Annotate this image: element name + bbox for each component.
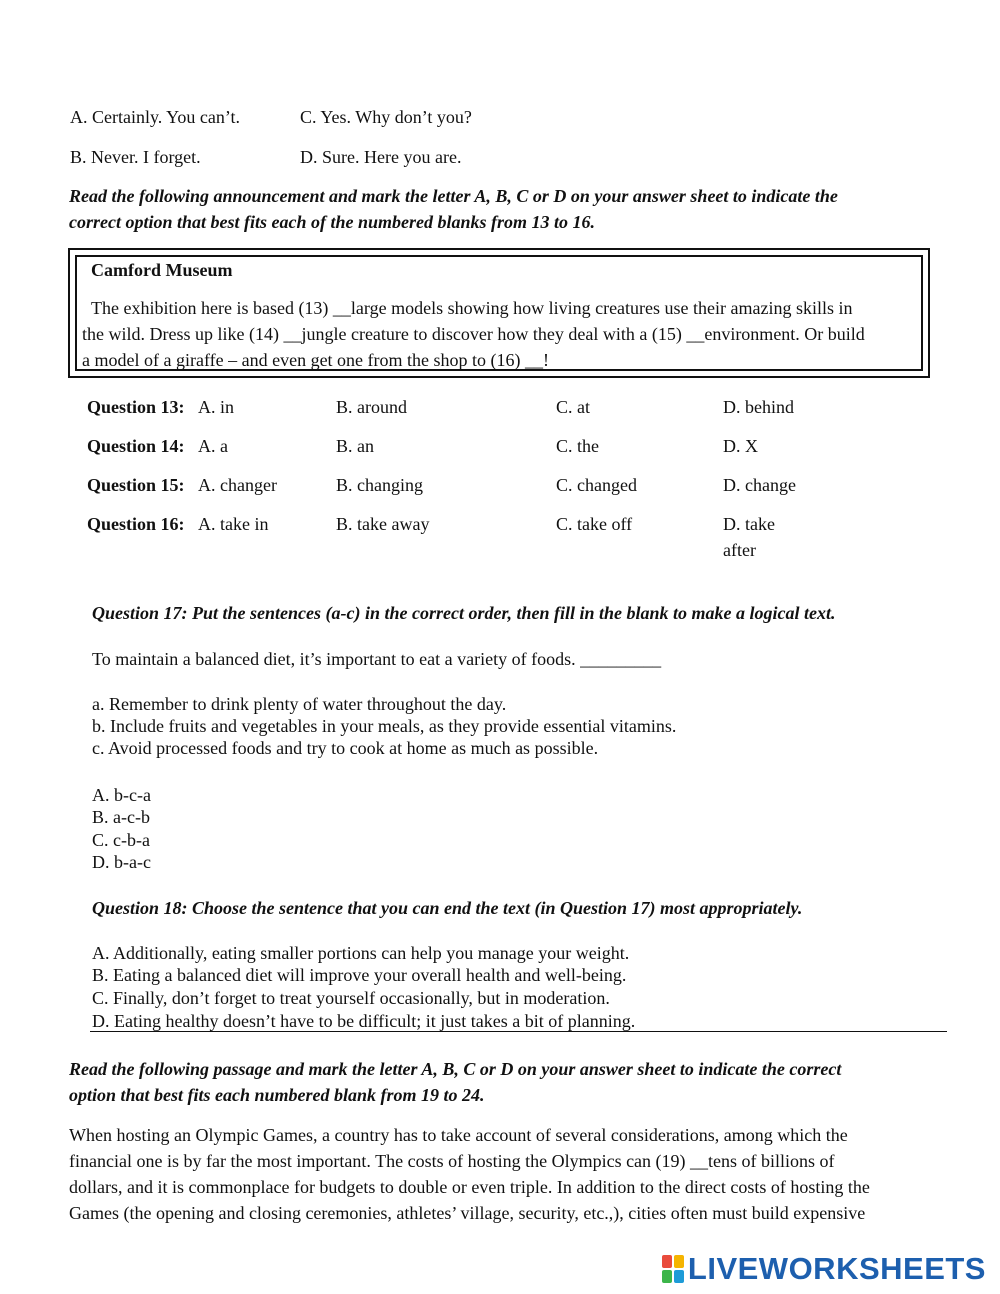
logo-square [662, 1255, 672, 1268]
announcement-text: a model of a giraffe – and even get one from the shop to (16) __! [82, 350, 550, 370]
question-label: Question 13: [87, 397, 185, 417]
option-d[interactable]: D. change [723, 475, 796, 495]
passage-line: financial one is by far the most important. The costs of hosting the Olympics can (19) __tens of billions of [69, 1151, 835, 1171]
question-label: Question 14: [87, 436, 185, 456]
question-row [87, 433, 987, 459]
passage-line: When hosting an Olympic Games, a country has to take account of several considerations, among which the [69, 1125, 848, 1145]
option-d[interactable]: D. Eating healthy doesn’t have to be difficult; it just takes a bit of planning. [92, 1011, 636, 1031]
passage-line: Games (the opening and closing ceremonies, athletes’ village, security, etc.,), cities often must build expensive [69, 1203, 866, 1223]
logo-text: LIVEWORKSHEETS [687, 1250, 986, 1286]
option-b[interactable]: B. take away [336, 514, 430, 534]
questions-13-16 [87, 0, 987, 600]
instruction-line: Read the following passage and mark the letter A, B, C or D on your answer sheet to indicate the correct [69, 1059, 842, 1079]
divider [90, 1031, 947, 1032]
announcement-title: Camford Museum [91, 260, 233, 280]
option-a[interactable]: A. b-c-a [92, 785, 151, 805]
option-d[interactable]: D. b-a-c [92, 852, 151, 872]
question-18-prompt: Question 18: Choose the sentence that you can end the text (in Question 17) most appropriately. [92, 898, 803, 918]
option-d[interactable]: D. behind [723, 397, 794, 417]
option-d-continued: after [723, 540, 756, 560]
sentence-item: a. Remember to drink plenty of water throughout the day. [92, 694, 507, 714]
option-d[interactable]: D. Sure. Here you are. [300, 147, 462, 167]
option-b[interactable]: B. an [336, 436, 374, 456]
option-c[interactable]: C. c-b-a [92, 830, 150, 850]
option-a[interactable]: A. changer [198, 475, 277, 495]
logo-icon [662, 1255, 684, 1283]
option-c[interactable]: C. Finally, don’t forget to treat yourself occasionally, but in moderation. [92, 988, 610, 1008]
instruction-line: Read the following announcement and mark the letter A, B, C or D on your answer sheet to indicate the [69, 186, 838, 206]
option-b[interactable]: B. a-c-b [92, 807, 150, 827]
option-d[interactable]: D. take [723, 514, 775, 534]
option-c[interactable]: C. at [556, 397, 590, 417]
announcement-text: the wild. Dress up like (14) __jungle creature to discover how they deal with a (15) __environment. Or build [82, 324, 865, 344]
logo-square [674, 1255, 684, 1268]
option-d[interactable]: D. X [723, 436, 758, 456]
question-17-prompt: Question 17: Put the sentences (a-c) in the correct order, then fill in the blank to make a logical text. [92, 603, 836, 623]
option-b[interactable]: B. Never. I forget. [70, 147, 201, 167]
option-a[interactable]: A. a [198, 436, 228, 456]
option-b[interactable]: B. changing [336, 475, 423, 495]
option-c[interactable]: C. Yes. Why don’t you? [300, 107, 472, 127]
question-17-lead: To maintain a balanced diet, it’s important to eat a variety of foods. _________ [92, 649, 662, 669]
passage-line: dollars, and it is commonplace for budgets to double or even triple. In addition to the direct costs of hosting the [69, 1177, 870, 1197]
question-row [87, 394, 987, 420]
announcement-text: The exhibition here is based (13) __large models showing how living creatures use their amazing skills in [91, 298, 853, 318]
sentence-item: c. Avoid processed foods and try to cook at home as much as possible. [92, 738, 599, 758]
option-a[interactable]: A. take in [198, 514, 269, 534]
option-a[interactable]: A. Certainly. You can’t. [70, 107, 240, 127]
liveworksheets-logo[interactable] [662, 1252, 986, 1286]
option-c[interactable]: C. take off [556, 514, 633, 534]
option-c[interactable]: C. the [556, 436, 599, 456]
logo-square [662, 1270, 672, 1283]
sentence-item: b. Include fruits and vegetables in your meals, as they provide essential vitamins. [92, 716, 677, 736]
instruction-line: correct option that best fits each of the numbered blanks from 13 to 16. [69, 212, 596, 232]
instruction-line: option that best fits each numbered blank from 19 to 24. [69, 1085, 485, 1105]
option-a[interactable]: A. Additionally, eating smaller portions can help you manage your weight. [92, 943, 630, 963]
question-label: Question 16: [87, 514, 185, 534]
question-row [87, 511, 987, 563]
option-c[interactable]: C. changed [556, 475, 637, 495]
option-a[interactable]: A. in [198, 397, 234, 417]
option-b[interactable]: B. Eating a balanced diet will improve your overall health and well-being. [92, 965, 627, 985]
logo-square [674, 1270, 684, 1283]
question-row [87, 472, 987, 498]
option-b[interactable]: B. around [336, 397, 407, 417]
question-label: Question 15: [87, 475, 185, 495]
